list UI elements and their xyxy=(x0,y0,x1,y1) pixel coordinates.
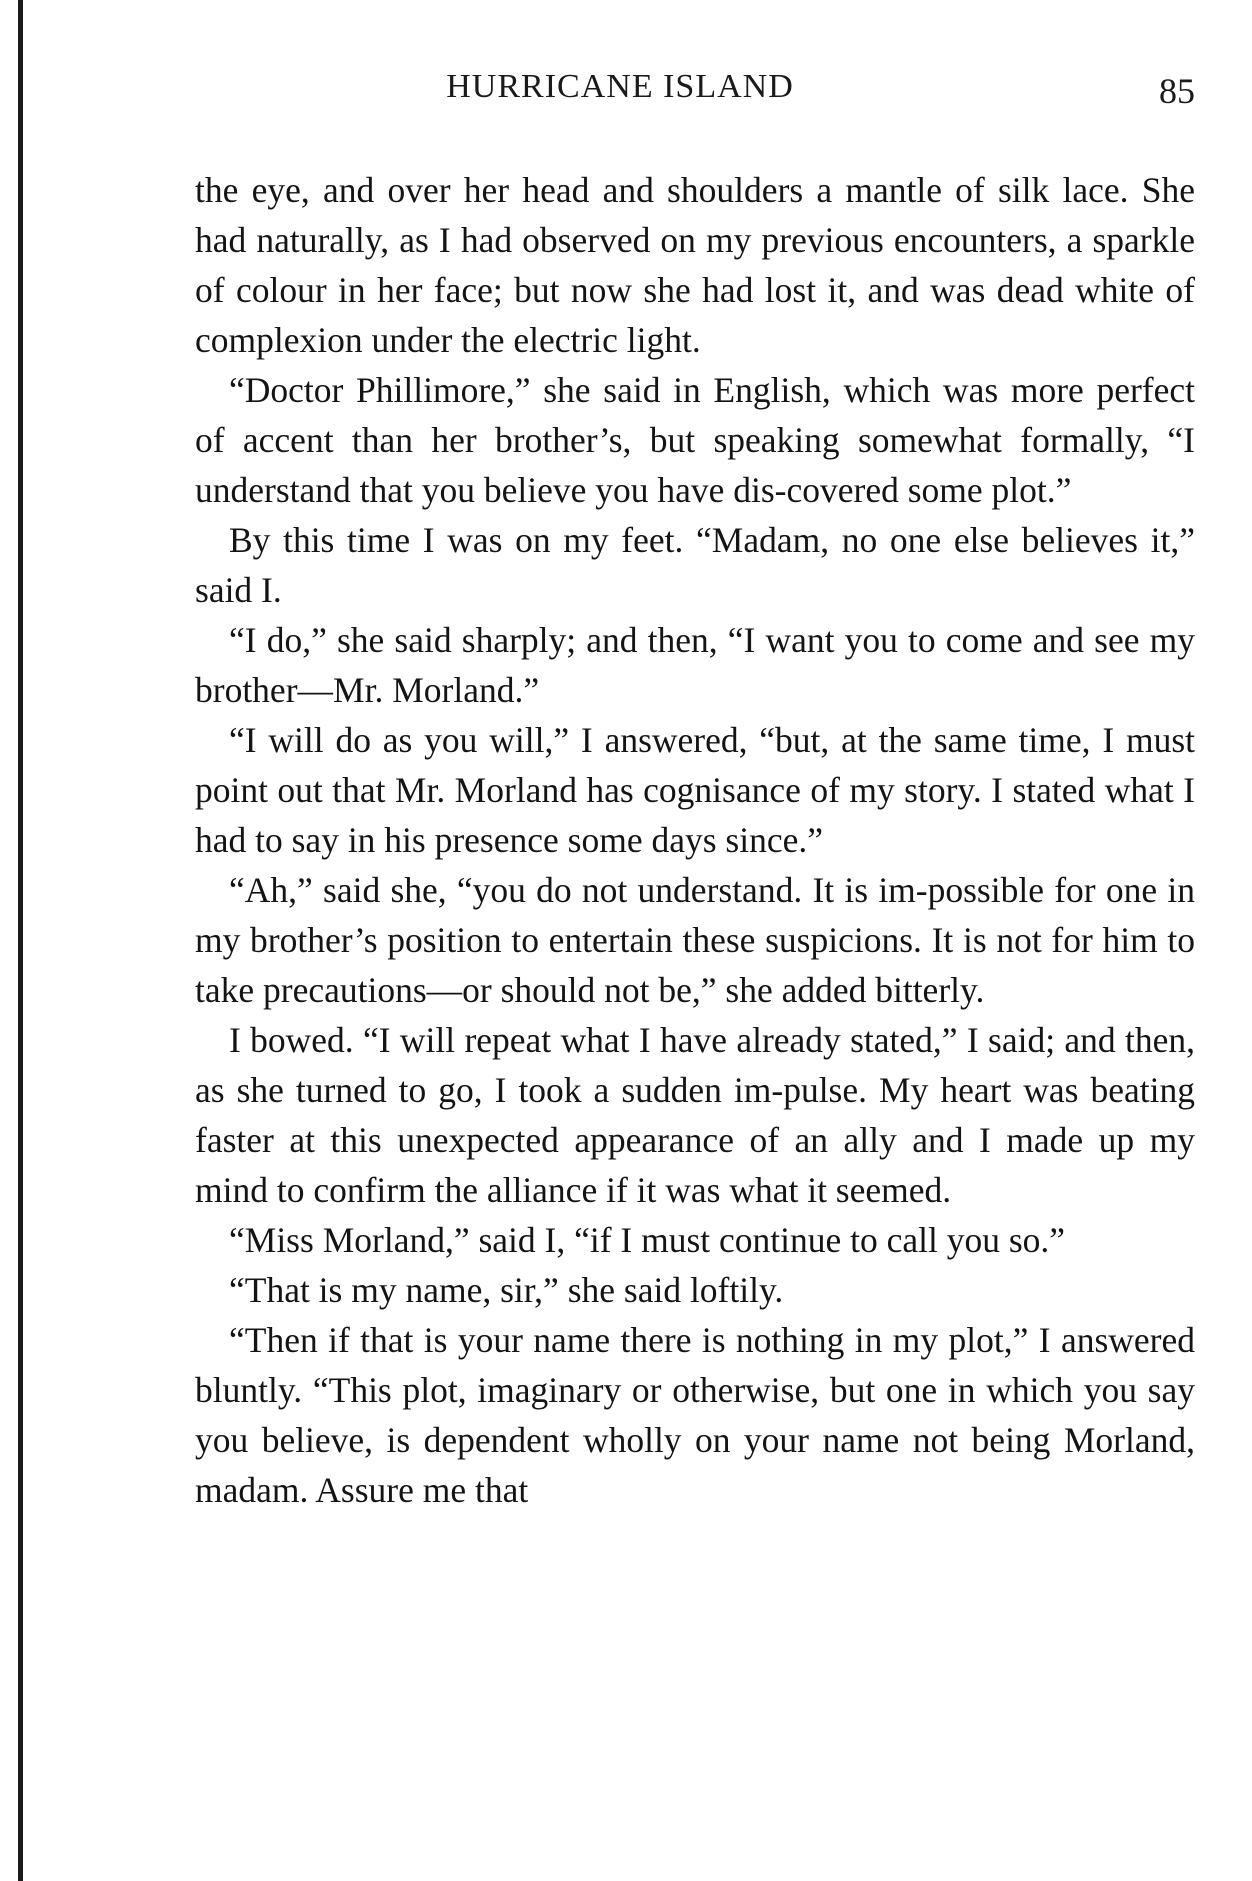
page-number: 85 xyxy=(1159,71,1195,111)
paragraph: “I will do as you will,” I answered, “but, at the same time, I must point out that Mr. Morland has cognisance of my story. I stated what I had to say in his presence some days since.” xyxy=(195,720,1195,860)
paragraph: “I do,” she said sharply; and then, “I want you to come and see my brother—Mr. Morland.” xyxy=(195,620,1195,710)
paragraph: “Then if that is your name there is nothing in my plot,” I answered bluntly. “This plot, imaginary or otherwise, but one in which you say you believe, is dependent wholly on your name not being Morland, madam. Assure me that xyxy=(195,1320,1195,1510)
paragraph: “Miss Morland,” said I, “if I must continue to call you so.” xyxy=(229,1220,1066,1260)
binding-edge xyxy=(18,0,23,1881)
paragraph: “That is my name, sir,” she said loftily. xyxy=(229,1270,784,1310)
paragraph: the eye, and over her head and shoulders a mantle of silk lace. She had naturally, as I had observed on my previous encounters, a sparkle of colour in her face; but now she had lost it, and was dead white of complexion under the electric light. xyxy=(195,170,1195,360)
paragraph: “Doctor Phillimore,” she said in English, which was more perfect of accent than her brother’s, but speaking somewhat formally, “I understand that you believe you have dis-covered some plot.” xyxy=(195,370,1195,510)
body-text xyxy=(195,165,1195,1515)
paragraph: By this time I was on my feet. “Madam, no one else believes it,” said I. xyxy=(195,520,1195,610)
paragraph: I bowed. “I will repeat what I have already stated,” I said; and then, as she turned to go, I took a sudden im-pulse. My heart was beating faster at this unexpected appearance of an ally and I made up my mind to confirm the alliance if it was what it seemed. xyxy=(195,1020,1195,1210)
running-head xyxy=(195,60,1195,120)
paragraph: “Ah,” said she, “you do not understand. It is im-possible for one in my brother’s position to entertain these suspicions. It is not for him to take precautions—or should not be,” she added bitterly. xyxy=(195,870,1195,1010)
running-title: HURRICANE ISLAND xyxy=(446,68,794,105)
